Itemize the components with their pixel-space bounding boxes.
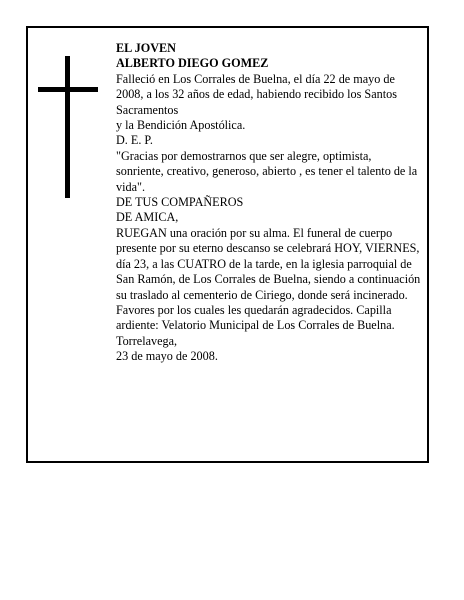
place-line: Torrelavega, (116, 333, 178, 348)
dep-line: D. E. P. (116, 133, 153, 148)
cross-icon (38, 56, 98, 198)
quote-text: "Gracias por demostrarnos que ser alegre, optimista, sonriente, creativo, generoso, abierto , es tener el talento de la vida". (116, 148, 418, 194)
deceased-name: ALBERTO DIEGO GOMEZ (116, 56, 269, 71)
company-name: DE AMICA, (116, 210, 179, 225)
obituary-notice (26, 26, 429, 463)
blessing-line: y la Bendición Apostólica. (116, 118, 246, 133)
notice-heading-1: EL JOVEN (116, 41, 176, 55)
cross-horizontal-bar (38, 87, 98, 92)
notice-text (116, 41, 422, 365)
from-colleagues: DE TUS COMPAÑEROS (116, 195, 244, 210)
date-line: 23 de mayo de 2008. (116, 349, 218, 364)
funeral-details: RUEGAN una oración por su alma. El funeral de cuerpo presente por su eterno descanso se celebrará HOY, VIERNES, día 23, a las CUATRO de la tarde, en la iglesia parroquial de San Ramón, de Los Corrales de Buelna, siendo a continuación su traslado al cementerio de Ciriego, donde será incinerado. Favores por los cuales les quedarán agradecidos. Capilla ardiente: Velatorio Municipal de Los Corrales de Buelna. (116, 225, 421, 333)
death-announcement: Falleció en Los Corrales de Buelna, el día 22 de mayo de 2008, a los 32 años de edad, habiendo recibido los Santos Sacramentos (116, 71, 397, 117)
cross-vertical-bar (65, 56, 70, 198)
